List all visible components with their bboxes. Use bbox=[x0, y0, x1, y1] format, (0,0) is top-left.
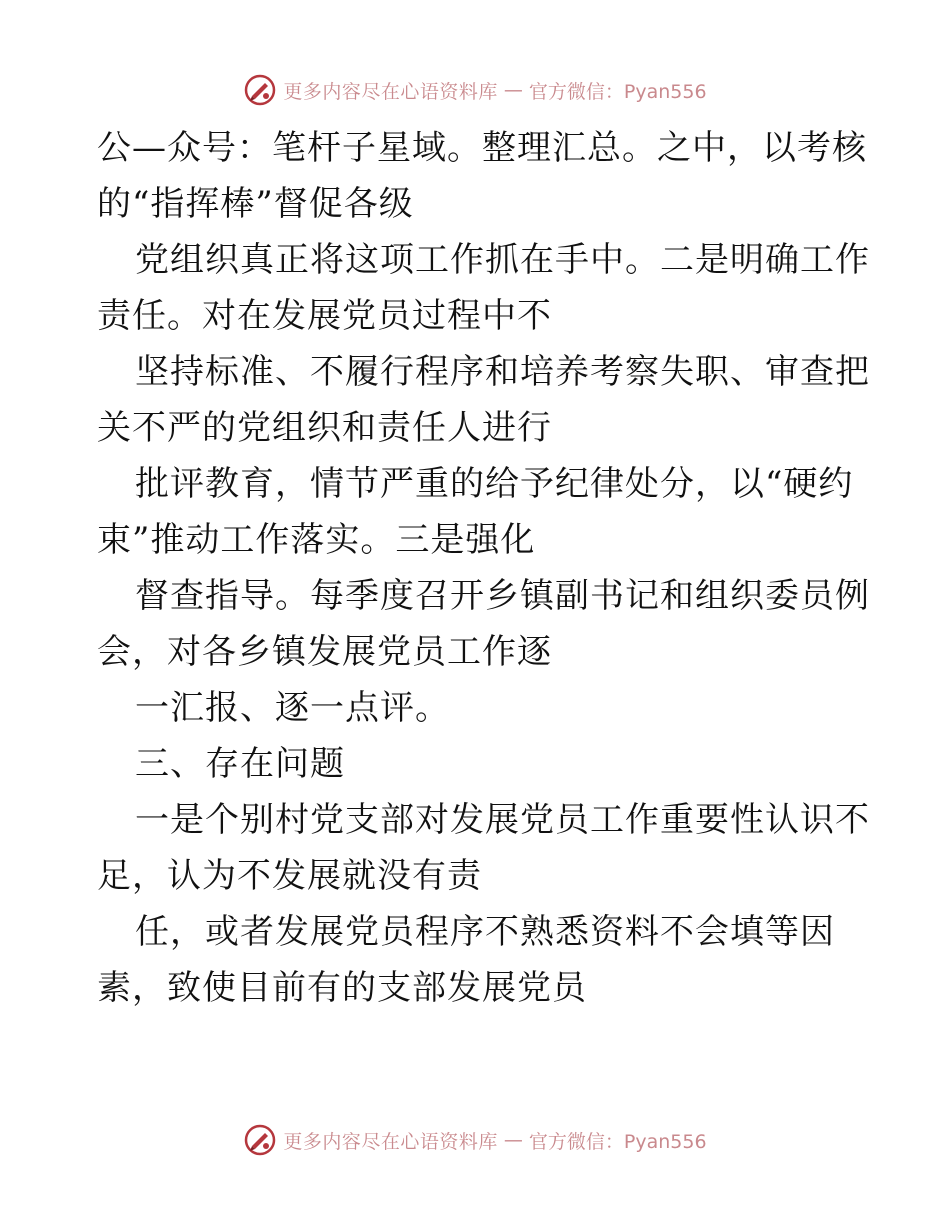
text-line: 坚持标准、不履行程序和培养考察失职、审查把 bbox=[135, 352, 870, 392]
text-line: 关不严的党组织和责任人进行 bbox=[97, 408, 552, 448]
page-footer bbox=[0, 1120, 950, 1160]
footer-separator: — bbox=[503, 1129, 523, 1151]
text-line: 的“指挥棒”督促各级 bbox=[97, 184, 414, 224]
text-line: 会，对各乡镇发展党员工作逐 bbox=[97, 632, 552, 672]
text-line: 公—众号：笔杆子星域。整理汇总。之中，以考核 bbox=[97, 128, 867, 168]
page-header bbox=[0, 70, 950, 110]
text-line: 素，致使目前有的支部发展党员 bbox=[97, 968, 587, 1008]
header-contact-text: 官方微信：Pyan556 bbox=[528, 80, 707, 103]
footer-brand bbox=[243, 1123, 706, 1157]
text-line: 一汇报、逐一点评。 bbox=[135, 688, 450, 728]
footer-site-text: 更多内容尽在心语资料库 bbox=[283, 1130, 498, 1153]
footer-contact-text: 官方微信：Pyan556 bbox=[528, 1130, 707, 1153]
text-line: 足，认为不发展就没有责 bbox=[97, 856, 482, 896]
header-brand bbox=[243, 73, 706, 107]
document-body bbox=[97, 120, 870, 1016]
text-line: 任，或者发展党员程序不熟悉资料不会填等因 bbox=[135, 912, 835, 952]
text-line: 束”推动工作落实。三是强化 bbox=[97, 520, 536, 560]
text-line: 督查指导。每季度召开乡镇副书记和组织委员例 bbox=[135, 576, 870, 616]
header-separator: — bbox=[503, 79, 523, 101]
section-heading: 三、存在问题 bbox=[135, 744, 345, 784]
brand-logo-icon bbox=[243, 1123, 277, 1157]
brand-logo-icon bbox=[243, 73, 277, 107]
text-line: 一是个别村党支部对发展党员工作重要性认识不 bbox=[135, 800, 870, 840]
text-line: 批评教育，情节严重的给予纪律处分，以“硬约 bbox=[135, 464, 854, 504]
text-line: 党组织真正将这项工作抓在手中。二是明确工作 bbox=[135, 240, 870, 280]
text-line: 责任。对在发展党员过程中不 bbox=[97, 296, 552, 336]
header-site-text: 更多内容尽在心语资料库 bbox=[283, 80, 498, 103]
